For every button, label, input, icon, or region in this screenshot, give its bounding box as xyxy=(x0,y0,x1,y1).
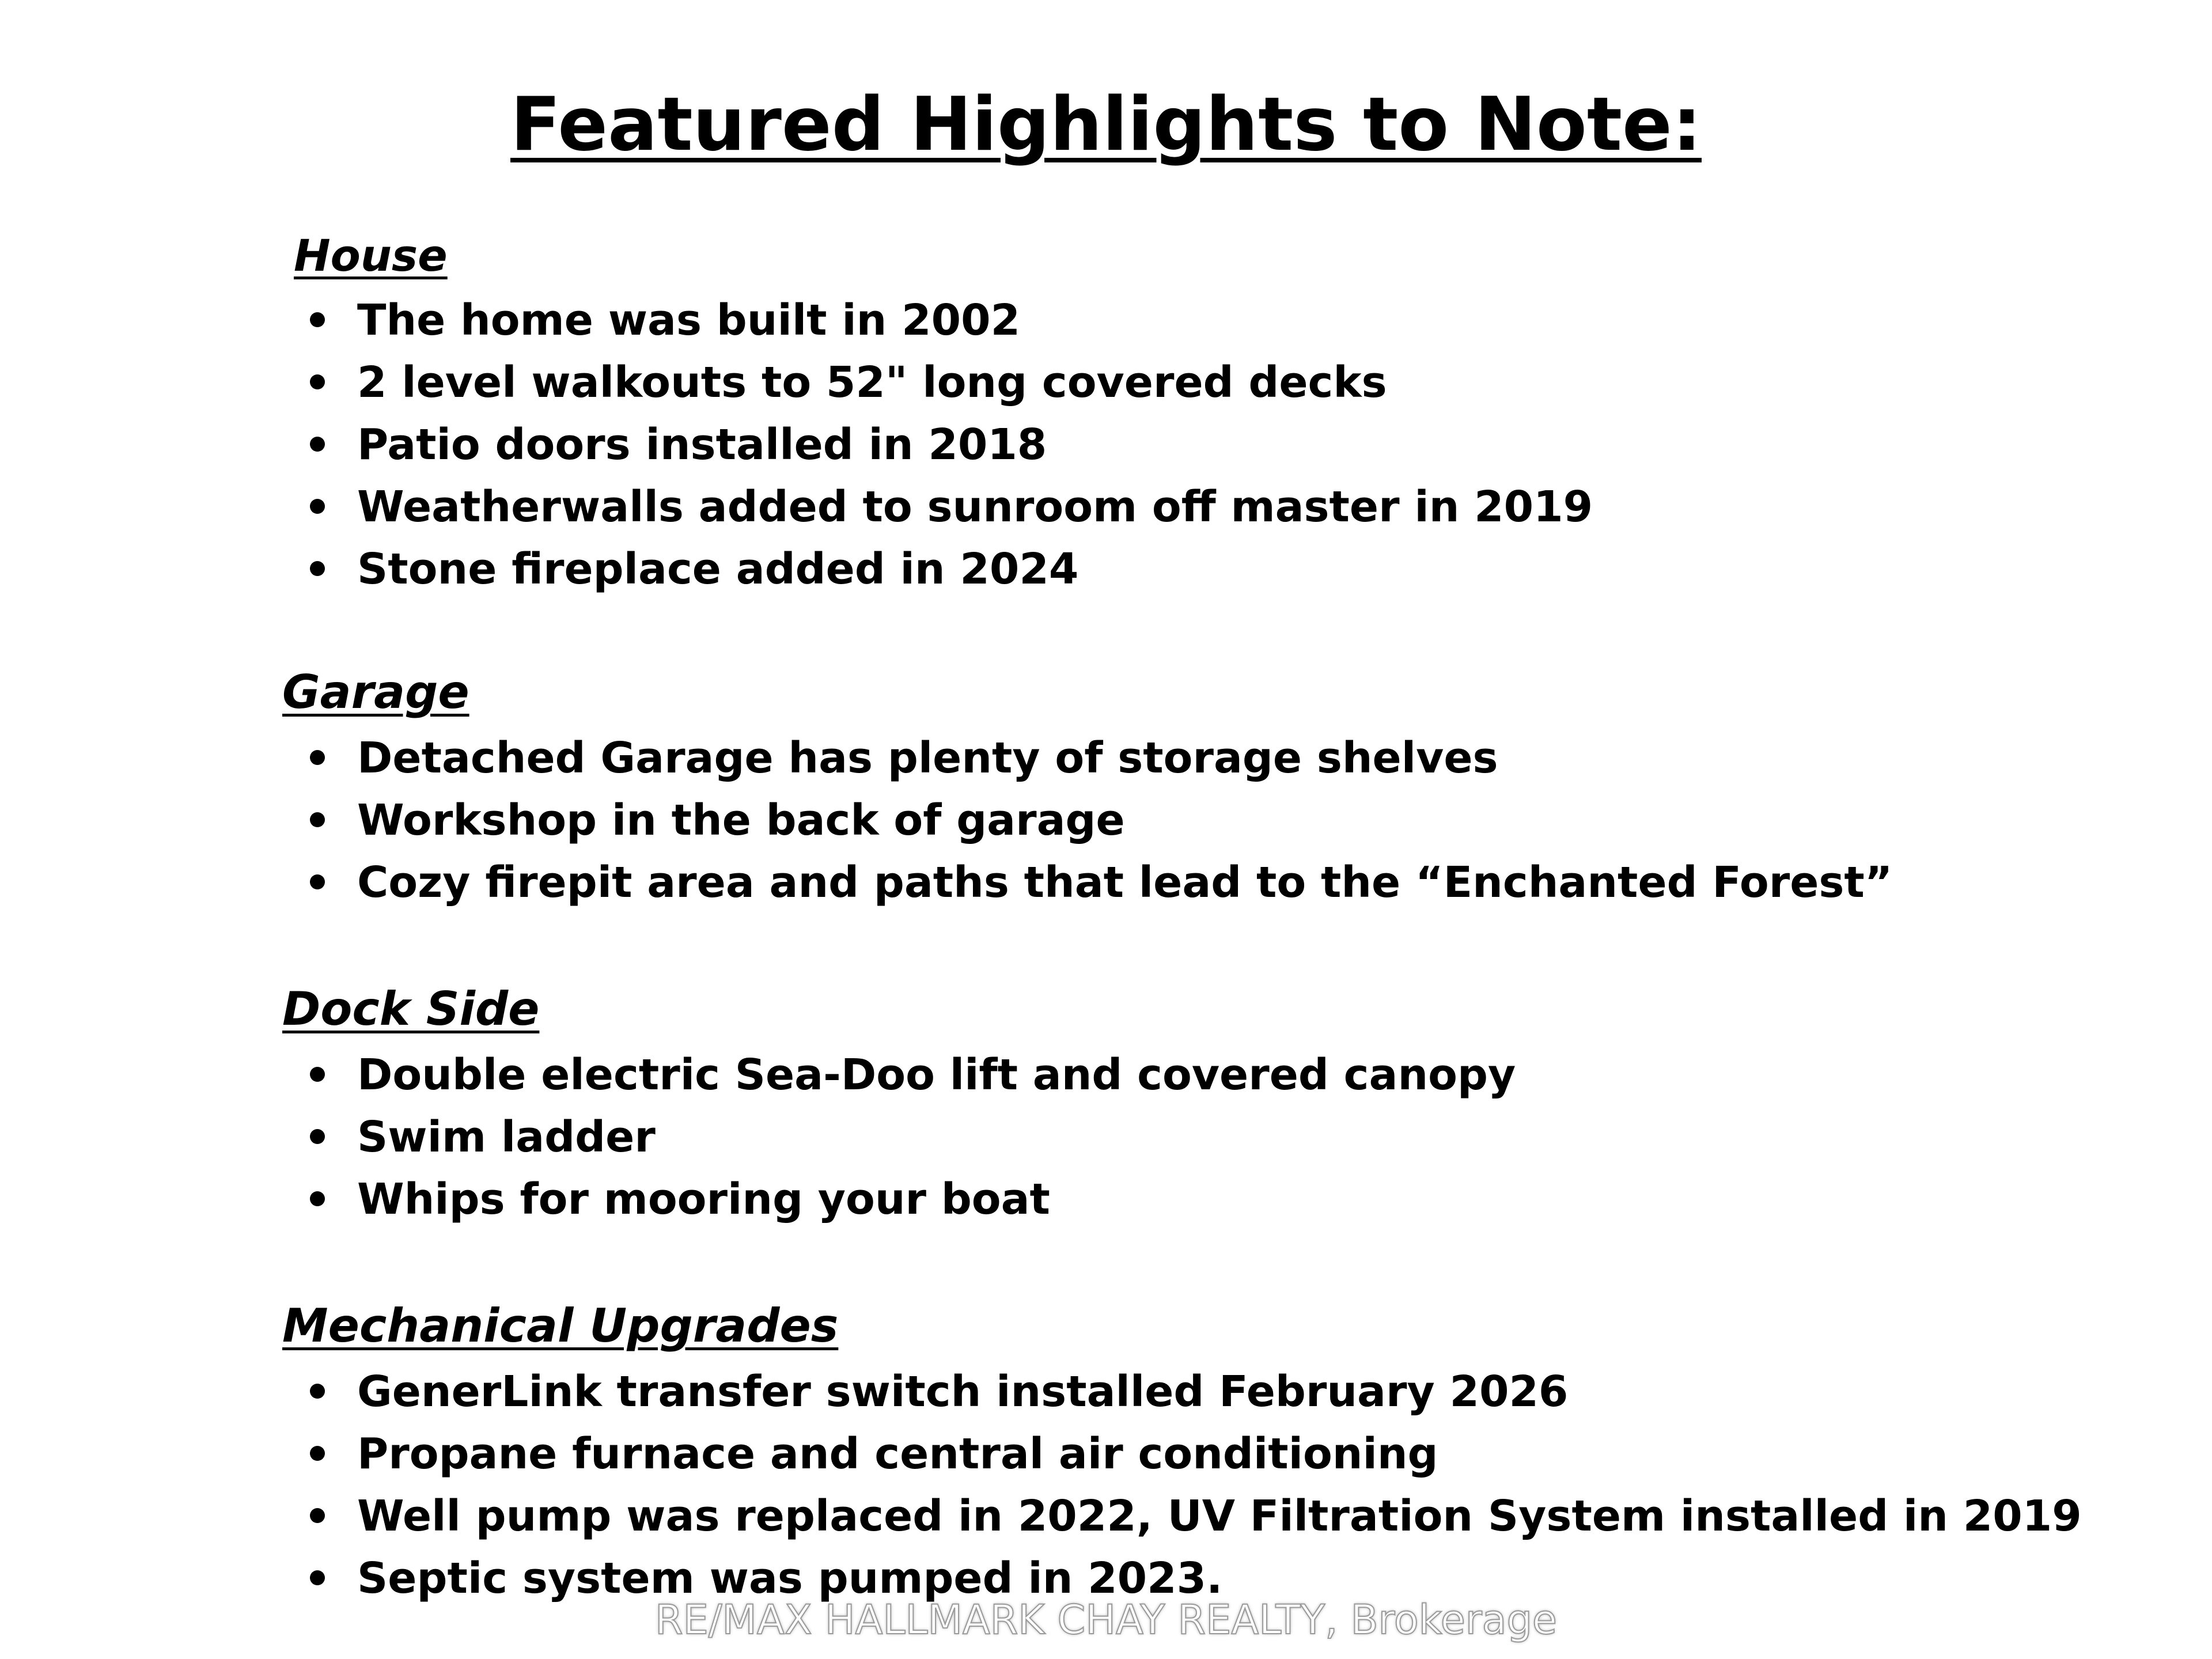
list-item xyxy=(282,289,2068,351)
list-item xyxy=(282,538,2068,600)
section-heading-mechanical-upgrades: Mechanical Upgrades xyxy=(282,1299,839,1353)
list-item-text: Weatherwalls added to sunroom off master in 2019 xyxy=(357,482,1593,532)
list-item xyxy=(282,414,2068,476)
section-heading-garage: Garage xyxy=(282,665,469,719)
list-item xyxy=(282,1044,2068,1106)
bullet-list-garage xyxy=(282,727,2068,914)
list-item xyxy=(282,1423,2068,1485)
bullet-icon xyxy=(310,1446,325,1461)
section-mechanical-upgrades xyxy=(282,1296,2082,1609)
list-item-text: The home was built in 2002 xyxy=(357,295,1021,345)
section-dock-side xyxy=(282,979,2068,1230)
list-item xyxy=(282,851,2068,914)
page-title: Featured Highlights to Note: xyxy=(510,82,1702,168)
list-item xyxy=(282,351,2068,414)
bullet-list-mechanical-upgrades xyxy=(282,1361,2082,1609)
list-item xyxy=(282,1168,2068,1230)
list-item-text: Workshop in the back of garage xyxy=(357,796,1125,845)
bullet-icon xyxy=(310,1191,325,1206)
bullet-icon xyxy=(310,1129,325,1144)
list-item-text: Patio doors installed in 2018 xyxy=(357,419,1047,469)
bullet-icon xyxy=(310,374,325,389)
bullet-icon xyxy=(310,312,325,327)
bullet-icon xyxy=(310,1384,325,1399)
bullet-icon xyxy=(310,1067,325,1082)
list-item-text: GenerLink transfer switch installed February 2026 xyxy=(357,1367,1569,1416)
section-house xyxy=(282,228,2068,600)
bullet-icon xyxy=(310,499,325,514)
bullet-icon xyxy=(310,437,325,452)
bullet-icon xyxy=(310,750,325,765)
brokerage-watermark: RE/MAX HALLMARK CHAY REALTY, Brokerage xyxy=(654,1596,1557,1643)
list-item xyxy=(282,727,2068,789)
list-item-text: Propane furnace and central air conditioning xyxy=(357,1429,1438,1479)
list-item-text: Whips for mooring your boat xyxy=(357,1175,1050,1224)
list-item xyxy=(282,1485,2082,1547)
bullet-icon xyxy=(310,1508,325,1523)
bullet-icon xyxy=(310,812,325,827)
bullet-icon xyxy=(310,874,325,889)
section-heading-house: House xyxy=(294,230,448,281)
list-item-text: Stone fireplace added in 2024 xyxy=(357,544,1079,594)
list-item-text: Well pump was replaced in 2022, UV Filtration System installed in 2019 xyxy=(357,1491,2082,1541)
list-item xyxy=(282,476,2068,538)
list-item-text: Swim ladder xyxy=(357,1112,656,1162)
section-garage xyxy=(282,662,2068,914)
bullet-icon xyxy=(310,561,325,576)
list-item-text: 2 level walkouts to 52" long covered decks xyxy=(357,357,1387,407)
list-item xyxy=(282,1361,2068,1423)
list-item-text: Cozy firepit area and paths that lead to the “Enchanted Forest” xyxy=(357,858,1893,907)
bullet-list-dock-side xyxy=(282,1044,2068,1230)
list-item-text: Detached Garage has plenty of storage shelves xyxy=(357,733,1498,783)
list-item xyxy=(282,789,2068,851)
bullet-icon xyxy=(310,1570,325,1585)
list-item-text: Double electric Sea-Doo lift and covered canopy xyxy=(357,1050,1516,1100)
bullet-list-house xyxy=(282,289,2068,600)
section-heading-dock-side: Dock Side xyxy=(282,982,540,1036)
list-item xyxy=(282,1106,2068,1168)
list-item-text: Septic system was pumped in 2023. xyxy=(357,1554,1223,1603)
